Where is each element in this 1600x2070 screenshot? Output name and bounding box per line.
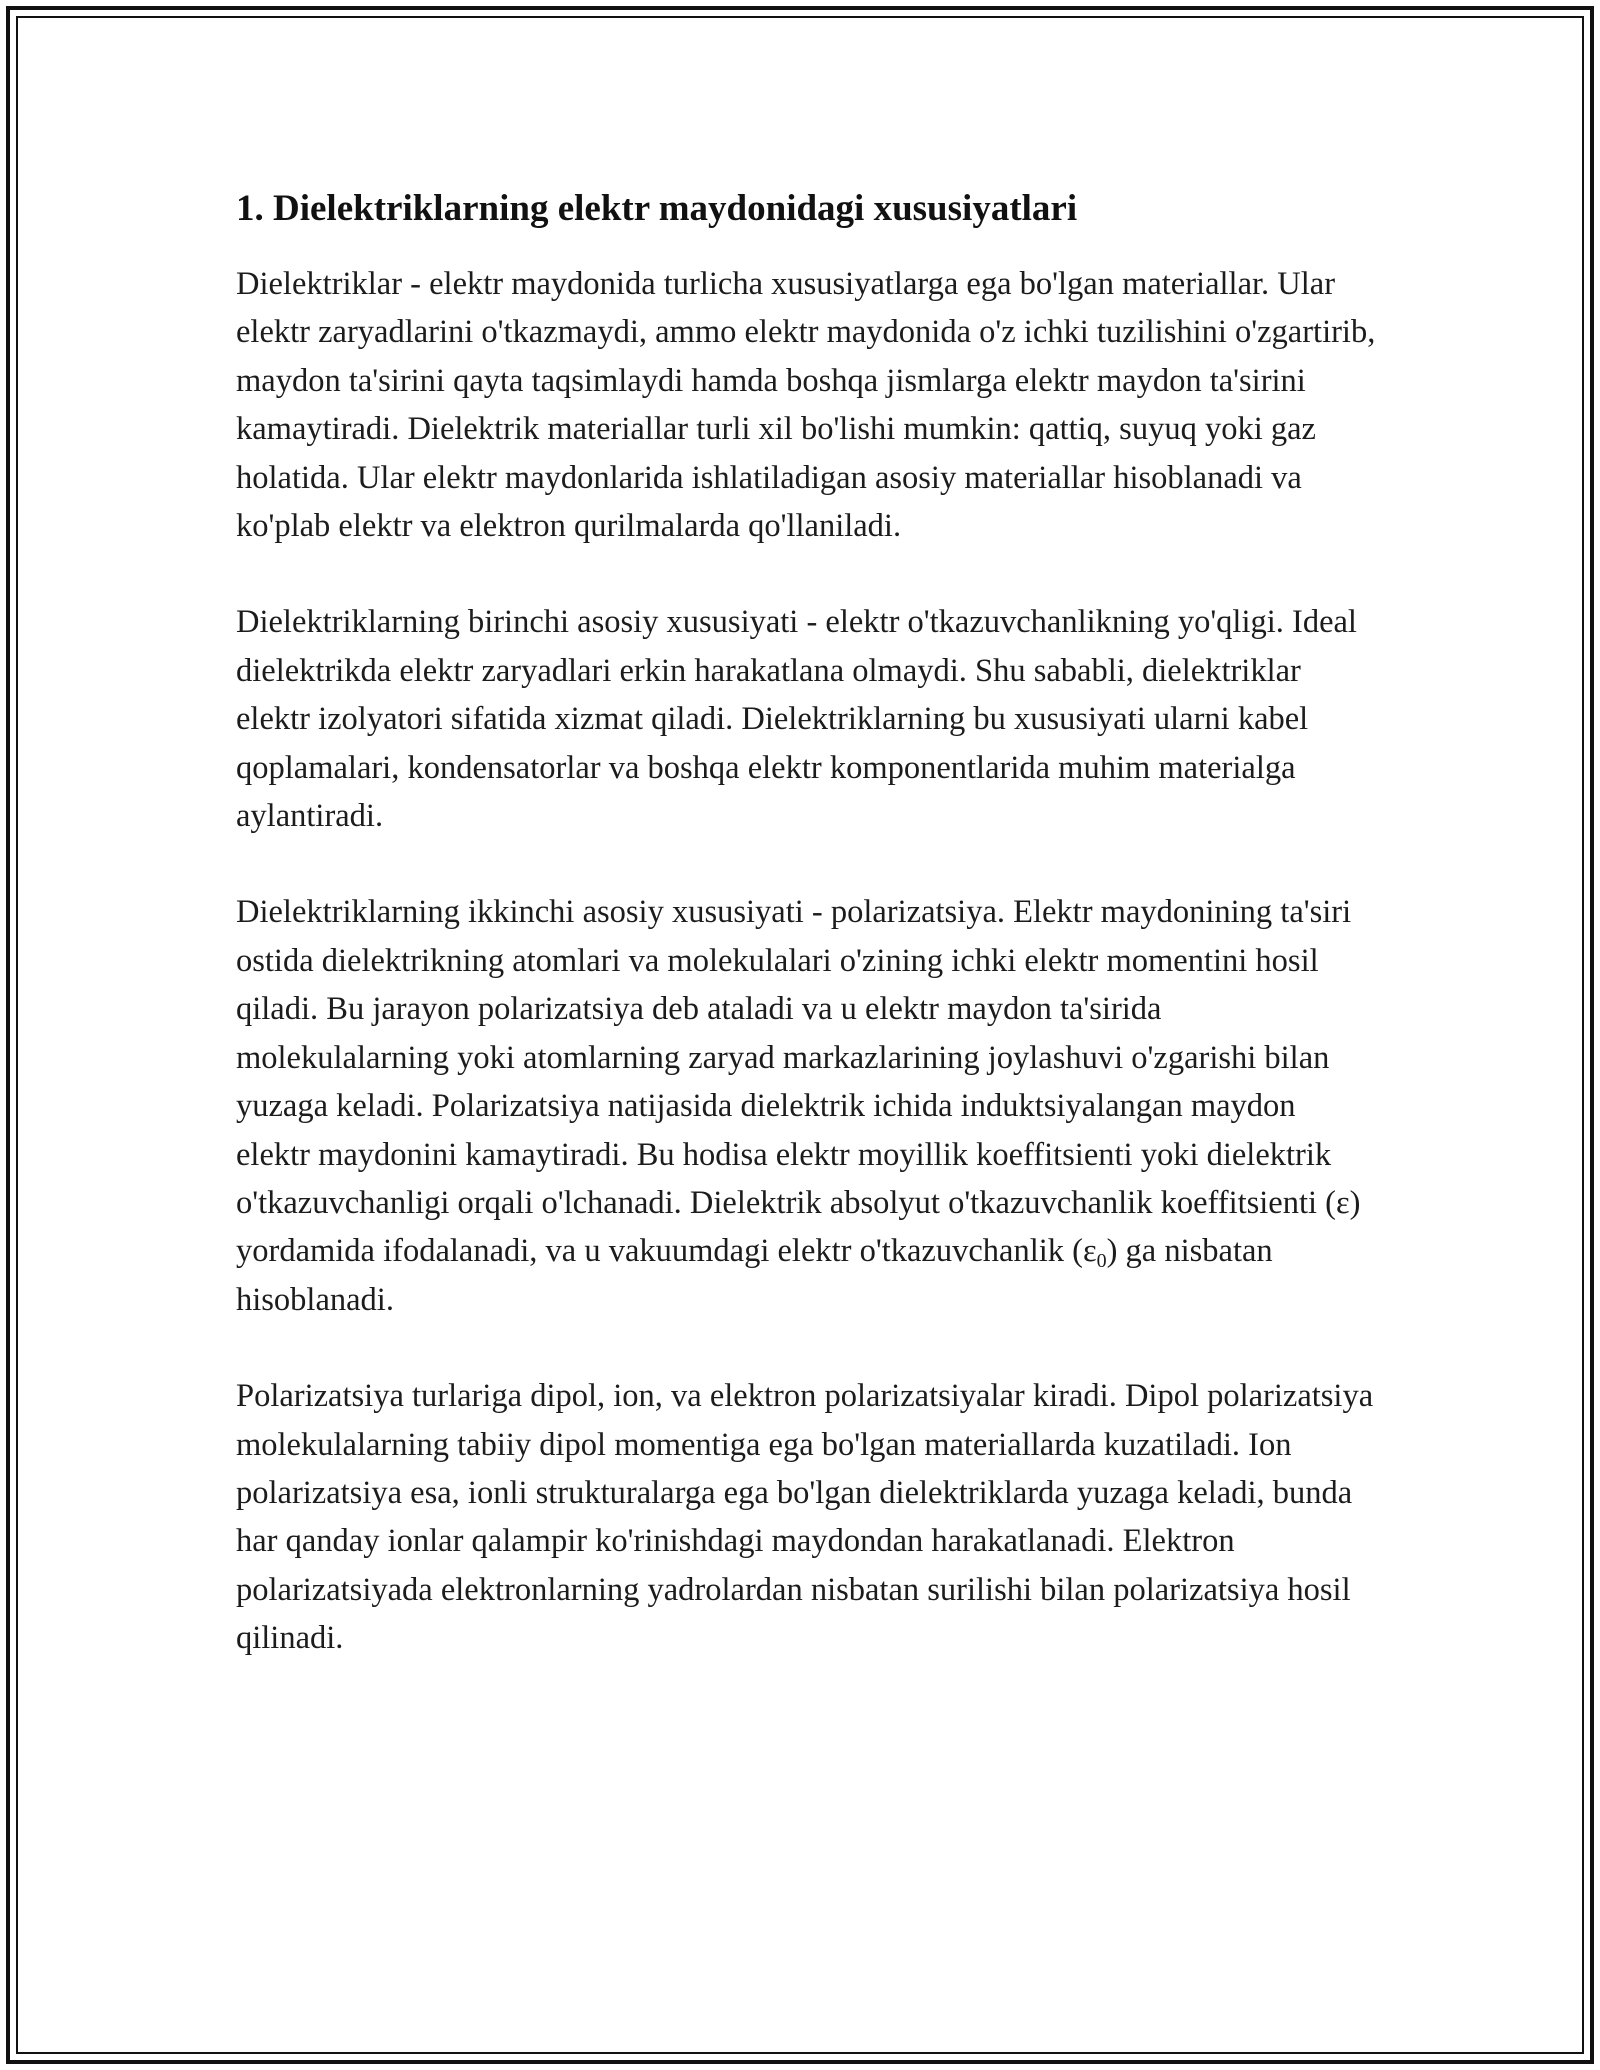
paragraph-conductivity: Dielektriklarning birinchi asosiy xususiyati - elektr o'tkazuvchanlikning yo'qligi. Ideal dielektrikda elektr zaryadlari erkin harakatlana olmaydi. Shu sababli, dielektriklar elektr izolyatori sifatida xizmat qiladi. Dielektriklarning bu xususiyati ularni kabel qoplamalari, kondensatorlar va boshqa elektr komponentlarida muhim materialga aylantiradi.	[236, 604, 1357, 835]
paragraph-polarization	[236, 888, 1376, 1324]
paragraph-intro: Dielektriklar - elektr maydonida turlicha xususiyatlarga ega bo'lgan materiallar. Ular elektr zaryadlarini o'tkazmaydi, ammo elektr maydonida o'z ichki tuzilishini o'zgartirib, maydon ta'sirini qayta taqsimlaydi hamda boshqa jismlarga elektr maydon ta'sirini kamaytiradi. Dielektrik materiallar turli xil bo'lishi mumkin: qattiq, suyuq yoki gaz holatida. Ular elektr maydonlarida ishlatiladigan asosiy materiallar hisoblanadi va ko'plab elektr va elektron qurilmalarda qo'llaniladi.	[236, 266, 1376, 545]
document-body	[236, 186, 1376, 1711]
paragraph-polarization-text: Dielektriklarning ikkinchi asosiy xususiyati - polarizatsiya. Elektr maydonining ta'siri ostida dielektrikning atomlari va molekulalari o'zining ichki elektr momentini hosil qiladi. Bu jarayon polarizatsiya deb ataladi va u elektr maydon ta'sirida molekulalarning yoki atomlarning zaryad markazlarining joylashuvi o'zgarishi bilan yuzaga keladi. Polarizatsiya natijasida dielektrik ichida induktsiyalangan maydon elektr maydonini kamaytiradi. Bu hodisa elektr moyillik koeffitsienti yoki dielektrik o'tkazuvchanligi orqali o'lchanadi. Dielektrik absolyut o'tkazuvchanlik koeffitsienti (ε) yordamida ifodalanadi, va u vakuumdagi elektr o'tkazuvchanlik (ε	[236, 894, 1361, 1270]
epsilon-subscript: 0	[1096, 1250, 1107, 1273]
section-heading: 1. Dielektriklarning elektr maydonidagi xususiyatlari	[236, 188, 1078, 229]
paragraph-polarization-types: Polarizatsiya turlariga dipol, ion, va elektron polarizatsiyalar kiradi. Dipol polarizatsiya molekulalarning tabiiy dipol momentiga ega bo'lgan materiallarda kuzatiladi. Ion polarizatsiya esa, ionli strukturalarga ega bo'lgan dielektriklarda yuzaga keladi, bunda har qanday ionlar qalampir ko'rinishdagi maydondan harakatlanadi. Elektron polarizatsiyada elektronlarning yadrolardan nisbatan surilishi bilan polarizatsiya hosil qilinadi.	[236, 1378, 1374, 1657]
paragraph-polarization-tail: ) ga nisbatan hisoblanadi.	[236, 1233, 1273, 1318]
